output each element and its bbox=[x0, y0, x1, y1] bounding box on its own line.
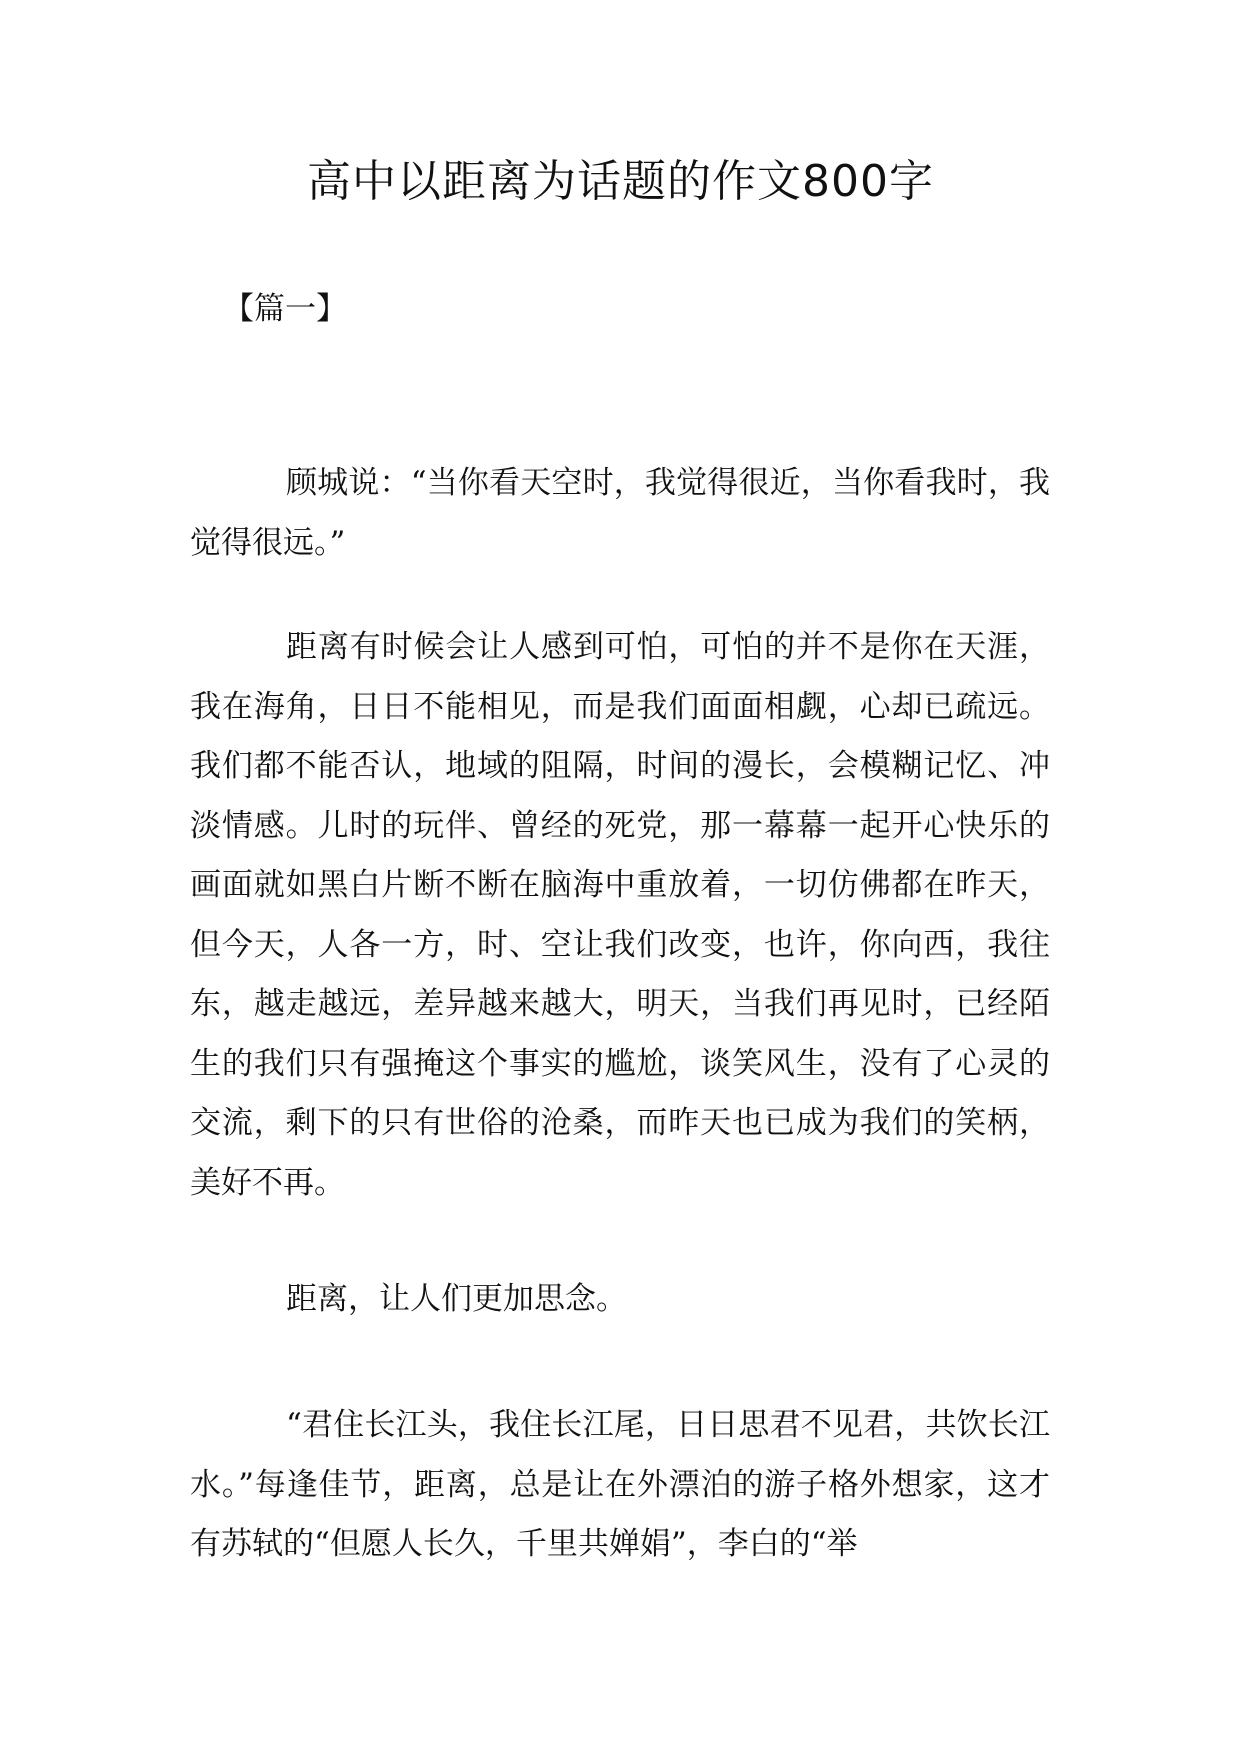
section-label: 【篇一】 bbox=[223, 291, 347, 327]
paragraph-1: 顾城说：“当你看天空时，我觉得很近，当你看我时，我觉得很远。” bbox=[190, 465, 1050, 561]
paragraph-2: 距离有时候会让人感到可怕，可怕的并不是你在天涯，我在海角，日日不能相见，而是我们面面相觑，心却已疏远。我们都不能否认，地域的阻隔，时间的漫长，会模糊记忆、冲淡情感。儿时的玩伴、曾经的死党，那一幕幕一起开心快乐的画面就如黑白片断不断在脑海中重放着，一切仿佛都在昨天，但今天，人各一方，时、空让我们改变，也许，你向西，我往东，越走越远，差异越来越大，明天，当我们再见时，已经陌生的我们只有强掩这个事实的尴尬，谈笑风生，没有了心灵的交流，剩下的只有世俗的沧桑，而昨天也已成为我们的笑柄，美好不再。 bbox=[190, 629, 1050, 1201]
paragraph-3: 距离，让人们更加思念。 bbox=[286, 1281, 627, 1317]
paragraph-4: “君住长江头，我住长江尾，日日思君不见君，共饮长江水。”每逢佳节，距离，总是让在外漂泊的游子格外想家，这才有苏轼的“但愿人长久，千里共婵娟”，李白的“举 bbox=[190, 1407, 1050, 1562]
document-title: 高中以距离为话题的作文800字 bbox=[307, 156, 934, 207]
